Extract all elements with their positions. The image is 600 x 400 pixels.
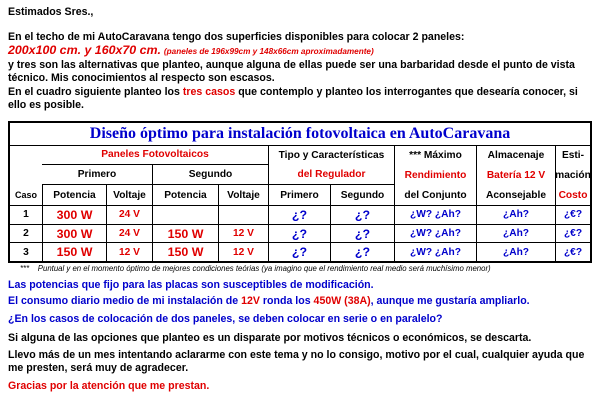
almacenaje-cell: ¿Ah? — [476, 242, 555, 261]
outro-line-2c: ronda los — [259, 295, 314, 307]
voltaje-2-cell: 12 V — [218, 242, 268, 261]
intro-line-5a: En el cuadro siguiente planteo los — [8, 86, 183, 98]
header-macion: mación — [555, 165, 590, 185]
caso-cell: 3 — [10, 242, 42, 261]
rendimiento-cell: ¿W? ¿Ah? — [394, 224, 476, 243]
intro-line-4: técnico. Mis conocimientos al respecto son escasos. — [8, 72, 275, 84]
outro-line-2 — [8, 295, 530, 308]
costo-cell: ¿€? — [555, 205, 590, 224]
almacenaje-cell: ¿Ah? — [476, 205, 555, 224]
header-aconsejable: Aconsejable — [476, 185, 555, 205]
greeting: Estimados Sres., — [8, 6, 94, 18]
footnote-mark: *** — [20, 264, 30, 273]
design-table — [8, 121, 592, 263]
caso-cell: 1 — [10, 205, 42, 224]
outro-line-6: me presten, será muy de agradecer. — [8, 362, 189, 374]
potencia-1-cell: 300 W — [42, 224, 106, 243]
rendimiento-cell: ¿W? ¿Ah? — [394, 242, 476, 261]
dims-note: (paneles de 196x99cm y 148x66cm aproximadamente) — [163, 47, 374, 56]
tres-casos: tres casos — [182, 86, 236, 98]
potencia-1-cell: 300 W — [42, 205, 106, 224]
header-del-conjunto: del Conjunto — [394, 185, 476, 205]
rendimiento-cell: ¿W? ¿Ah? — [394, 205, 476, 224]
potencia-2-cell: 150 W — [152, 242, 218, 261]
outro-line-3: ¿En los casos de colocación de dos paneles, se deben colocar en serie o en paralelo? — [8, 313, 443, 325]
header-potencia-1: Potencia — [42, 185, 106, 205]
outro-12v: 12V — [241, 295, 260, 307]
intro-line-1: En el techo de mi AutoCaravana tengo dos superficies disponibles para colocar 2 paneles: — [8, 31, 465, 43]
intro-dims-line — [8, 44, 374, 59]
outro-line-7: Gracias por la atención que me prestan. — [8, 380, 210, 392]
header-rendimiento: Rendimiento — [394, 165, 476, 185]
header-reg-segundo: Segundo — [330, 185, 394, 205]
dims-text: 200x100 cm. y 160x70 cm. — [8, 43, 161, 57]
header-voltaje-1: Voltaje — [106, 185, 152, 205]
header-reg-primero: Primero — [268, 185, 330, 205]
intro-line-3: y tres son las alternativas que planteo, aunque alguna de ellas puede ser una barbaridad desde el punto de vista — [8, 59, 575, 71]
outro-450w: 450W (38A) — [313, 295, 371, 307]
voltaje-1-cell: 24 V — [106, 224, 152, 243]
header-voltaje-2: Voltaje — [218, 185, 268, 205]
header-almacenaje: Almacenaje — [476, 145, 555, 165]
intro-line-6: ello es posible. — [8, 99, 84, 111]
regulador-2-cell: ¿? — [330, 224, 394, 243]
outro-line-2e: , aunque me gustaría ampliarlo. — [370, 295, 530, 307]
regulador-1-cell: ¿? — [268, 224, 330, 243]
costo-cell: ¿€? — [555, 242, 590, 261]
caso-cell: 2 — [10, 224, 42, 243]
voltaje-2-cell: 12 V — [218, 224, 268, 243]
header-esti: Esti- — [555, 145, 590, 165]
regulador-2-cell: ¿? — [330, 205, 394, 224]
almacenaje-cell: ¿Ah? — [476, 224, 555, 243]
footnote-text: Puntual y en el momento óptimo de mejores condiciones teórias (ya imagino que el rendimiento real medio será muchísimo menor) — [37, 264, 491, 273]
header-potencia-2: Potencia — [152, 185, 218, 205]
voltaje-1-cell: 24 V — [106, 205, 152, 224]
regulador-1-cell: ¿? — [268, 242, 330, 261]
header-maximo: *** Máximo — [394, 145, 476, 165]
regulador-1-cell: ¿? — [268, 205, 330, 224]
outro-line-5: Llevo más de un mes intentando aclararme con este tema y no lo consigo, motivo por el cual, cualquier ayuda que — [8, 349, 585, 361]
potencia-2-cell: 150 W — [152, 224, 218, 243]
potencia-1-cell: 150 W — [42, 242, 106, 261]
header-bateria: Batería 12 V — [476, 165, 555, 185]
outro-line-1: Las potencias que fijo para las placas son susceptibles de modificación. — [8, 279, 374, 291]
header-tipo: Tipo y Características — [268, 145, 394, 165]
intro-line-5 — [8, 86, 578, 99]
intro-line-5c: que contemplo y planteo los interrogantes que desearía conocer, si — [235, 86, 578, 98]
header-costo: Costo — [555, 185, 590, 205]
header-paneles: Paneles Fotovoltaicos — [42, 145, 268, 165]
footnote — [20, 264, 491, 273]
header-caso: Caso — [14, 190, 37, 200]
outro-line-4: Si alguna de las opciones que planteo es un disparate por motivos técnicos o económicos, se descarta. — [8, 332, 532, 344]
potencia-2-cell — [152, 205, 218, 224]
voltaje-2-cell — [218, 205, 268, 224]
costo-cell: ¿€? — [555, 224, 590, 243]
header-segundo: Segundo — [152, 165, 268, 185]
header-del-regulador: del Regulador — [268, 165, 394, 185]
regulador-2-cell: ¿? — [330, 242, 394, 261]
voltaje-1-cell: 12 V — [106, 242, 152, 261]
header-primero: Primero — [42, 165, 152, 185]
table-title: Diseño óptimo para instalación fotovoltaica en AutoCaravana — [10, 123, 590, 146]
outro-line-2a: El consumo diario medio de mi instalación de — [8, 295, 242, 307]
